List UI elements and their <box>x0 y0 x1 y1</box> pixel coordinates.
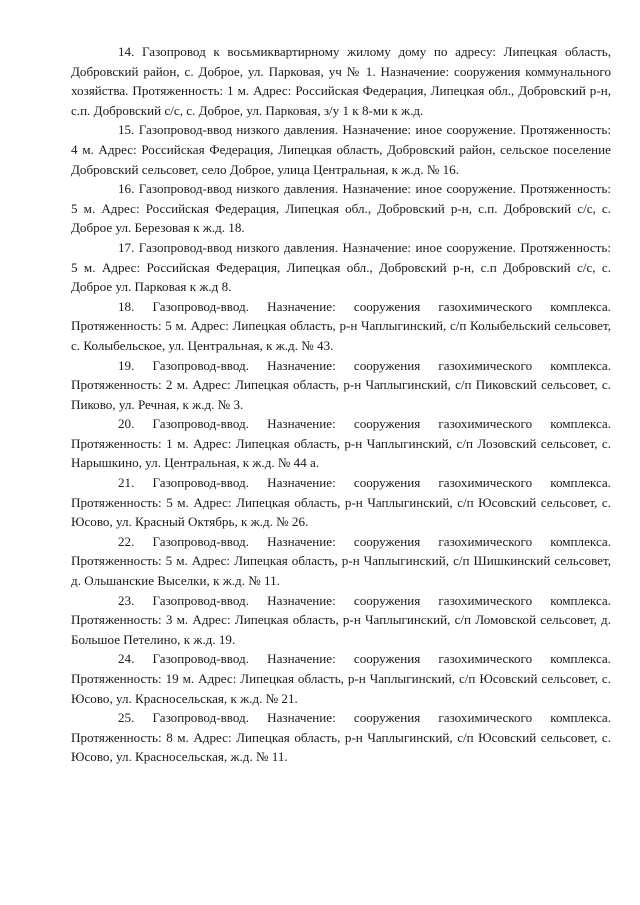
list-item: 24. Газопровод-ввод. Назначение: сооружения газохимического комплекса. Протяженность: 19 м. Адрес: Липецкая область, р-н Чаплыгинский, с/п Юсовский сельсовет, с. Юсово, ул. Красносельская, к ж.д. № 21. <box>71 651 611 706</box>
document-page <box>71 42 611 767</box>
list-item: 17. Газопровод-ввод низкого давления. Назначение: иное сооружение. Протяженность: 5 м. Адрес: Российская Федерация, Липецкая обл., Добровский р-н, с.п Добровский с/с, с. Доброе ул. Парковая к ж.д 8. <box>71 239 611 295</box>
list-item: 21. Газопровод-ввод. Назначение: сооружения газохимического комплекса. Протяженность: 5 м. Адрес: Липецкая область, р-н Чаплыгинский, с/п Юсовский сельсовет, с. Юсово, ул. Красный Октябрь, к ж.д. № 26. <box>71 475 611 530</box>
list-item: 14. Газопровод к восьмиквартирному жилому дому по адресу: Липецкая область, Добровский район, с. Доброе, ул. Парковая, уч № 1. Назначение: сооружения коммунального хозяйства. Протяженность: 1 м. Адрес: Российская Федерация, Липецкая обл., Добровский р-н, с.п. Добровский с/с, с. Доброе, ул. Парковая, з/у 1 к 8-ми к ж.д. <box>71 44 611 118</box>
list-item: 20. Газопровод-ввод. Назначение: сооружения газохимического комплекса. Протяженность: 1 м. Адрес: Липецкая область, р-н Чаплыгинский, с/п Лозовский сельсовет, с. Нарышкино, ул. Центральная, к ж.д. № 44 а. <box>71 416 611 471</box>
list-item: 16. Газопровод-ввод низкого давления. Назначение: иное сооружение. Протяженность: 5 м. Адрес: Российская Федерация, Липецкая обл., Добровский р-н, с.п. Добровский с/с, с. Доброе ул. Березовая к ж.д. 18. <box>71 181 611 236</box>
list-item: 22. Газопровод-ввод. Назначение: сооружения газохимического комплекса. Протяженность: 5 м. Адрес: Липецкая область, р-н Чаплыгинский, с/п Шишкинский сельсовет, д. Ольшанские Выселки, к ж.д. № 11. <box>71 533 611 589</box>
list-item: 15. Газопровод-ввод низкого давления. Назначение: иное сооружение. Протяженность: 4 м. Адрес: Российская Федерация, Липецкая область, Добровский район, сельское поселение Добровский сельсовет, село Доброе, улица Центральная, к ж.д. № 16. <box>71 122 611 177</box>
list-item: 23. Газопровод-ввод. Назначение: сооружения газохимического комплекса. Протяженность: 3 м. Адрес: Липецкая область, р-н Чаплыгинский, с/п Ломовской сельсовет, д. Большое Петелино, к ж.д. 19. <box>71 592 611 647</box>
list-item: 18. Газопровод-ввод. Назначение: сооружения газохимического комплекса. Протяженность: 5 м. Адрес: Липецкая область, р-н Чаплыгинский, с/п Колыбельский сельсовет, с. Колыбельское, ул. Центральная, к ж.д. № 43. <box>71 298 611 353</box>
list-item: 25. Газопровод-ввод. Назначение: сооружения газохимического комплекса. Протяженность: 8 м. Адрес: Липецкая область, р-н Чаплыгинский, с/п Юсовский сельсовет, с. Юсово, ул. Красносельская, ж.д. № 11. <box>71 710 611 765</box>
list-item: 19. Газопровод-ввод. Назначение: сооружения газохимического комплекса. Протяженность: 2 м. Адрес: Липецкая область, р-н Чаплыгинский, с/п Пиковский сельсовет, с. Пиково, ул. Речная, к ж.д. № 3. <box>71 357 611 412</box>
